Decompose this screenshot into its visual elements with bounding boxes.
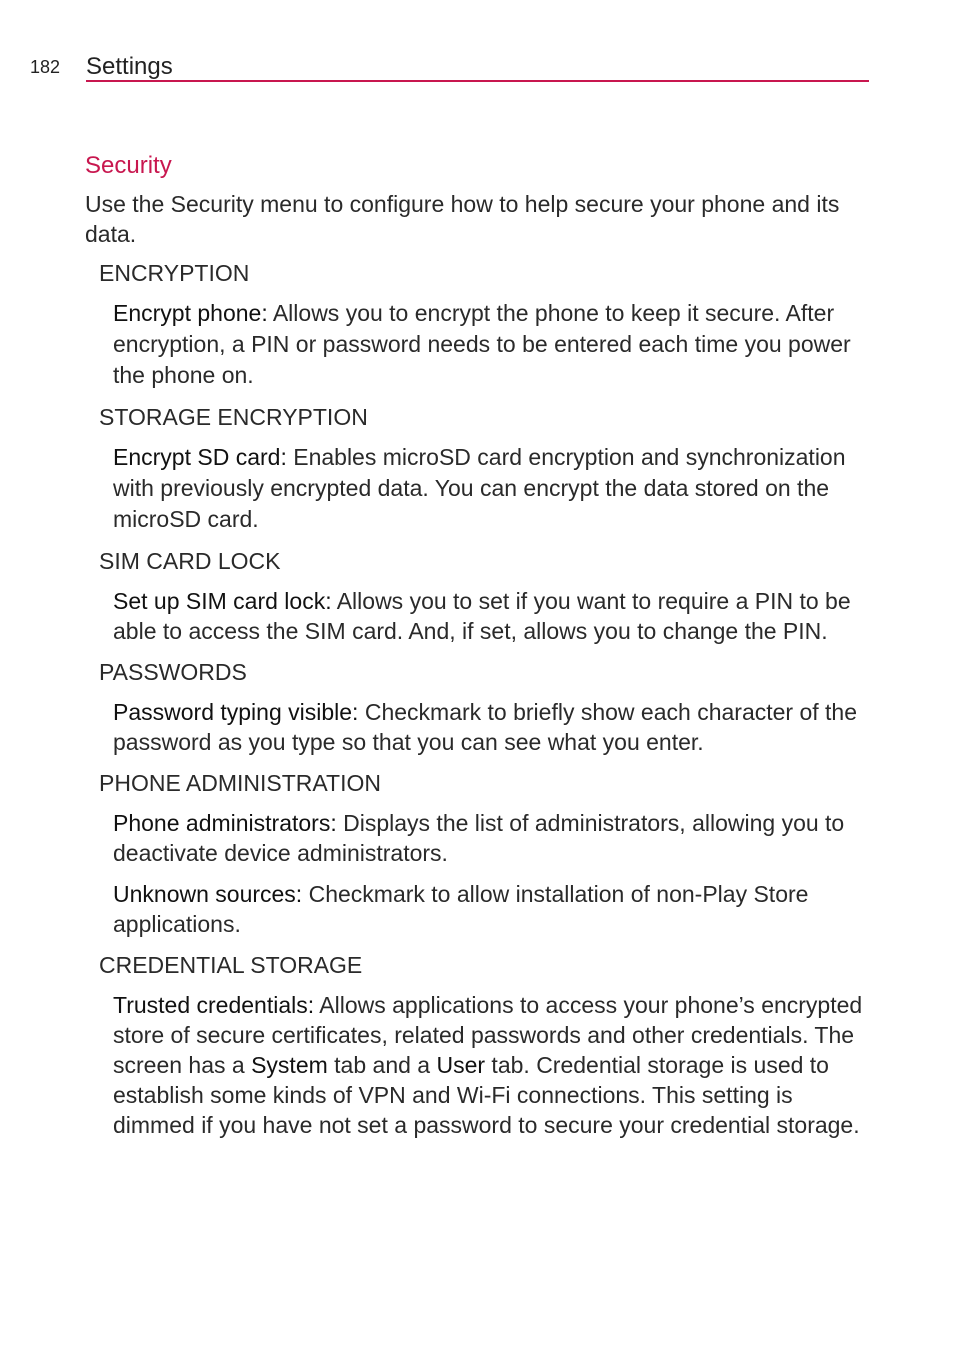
item-text: tab. Credential storage is used to establish some kinds of VPN and Wi-Fi connections. This setting is dimmed if you have not set a password to secure your credential storage.	[113, 1052, 860, 1138]
item-term: Password typing visible:	[113, 699, 359, 725]
item-text: Allows applications to access your phone’s encrypted store of secure certificates, related passwords and other credentials. The screen has a	[113, 992, 863, 1078]
item-unknown-sources	[113, 879, 870, 939]
section-intro: Use the Security menu to configure how to help secure your phone and its data.	[85, 191, 840, 247]
item-encrypt-sd-card	[113, 442, 870, 535]
section-title: Security	[85, 152, 172, 179]
item-term: Encrypt phone:	[113, 300, 268, 326]
item-set-up-sim-card-lock	[113, 586, 870, 646]
user-tab-term: User	[436, 1052, 486, 1078]
item-text: Allows you to encrypt the phone to keep it secure. After encryption, a PIN or password needs to be entered each time you power the phone on.	[113, 300, 851, 388]
item-text: Allows you to set if you want to require a PIN to be able to access the SIM card. And, if set, allows you to change the PIN.	[113, 588, 851, 644]
page-number: 182	[30, 57, 61, 77]
item-text: Displays the list of administrators, allowing you to deactivate device administrators.	[113, 810, 845, 866]
group-heading-credential-storage: CREDENTIAL STORAGE	[99, 952, 363, 978]
item-phone-administrators	[113, 808, 870, 868]
item-term: Encrypt SD card:	[113, 444, 287, 470]
system-tab-term: System	[251, 1052, 328, 1078]
item-text: Enables microSD card encryption and synchronization with previously encrypted data. You can encrypt the data stored on the microSD card.	[113, 444, 846, 532]
group-heading-sim-card-lock: SIM CARD LOCK	[99, 548, 281, 574]
group-heading-storage-encryption: STORAGE ENCRYPTION	[99, 404, 368, 430]
content	[85, 150, 870, 1151]
header-rule	[86, 80, 869, 82]
item-encrypt-phone	[113, 298, 870, 391]
group-heading-passwords: PASSWORDS	[99, 659, 247, 685]
group-heading-encryption: ENCRYPTION	[99, 260, 250, 286]
running-header: Settings	[86, 53, 173, 80]
item-text: Checkmark to allow installation of non-Play Store applications.	[113, 881, 809, 937]
item-trusted-credentials	[113, 990, 870, 1140]
item-term: Phone administrators:	[113, 810, 337, 836]
group-heading-phone-administration: PHONE ADMINISTRATION	[99, 770, 381, 796]
item-term: Trusted credentials:	[113, 992, 315, 1018]
item-text: Checkmark to briefly show each character of the password as you type so that you can see what you enter.	[113, 699, 858, 755]
item-term: Set up SIM card lock:	[113, 588, 332, 614]
item-password-typing-visible	[113, 697, 870, 757]
item-text: tab and a	[327, 1052, 437, 1078]
item-term: Unknown sources:	[113, 881, 303, 907]
